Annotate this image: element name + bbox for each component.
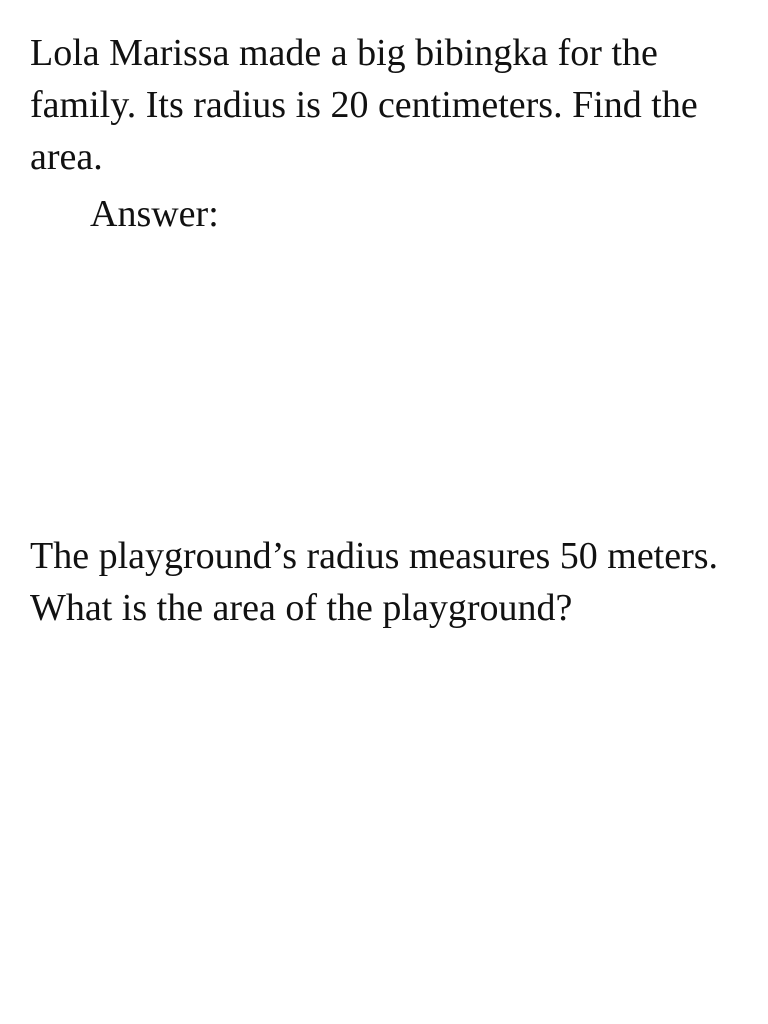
problem-2-text: The playground’s radius measures 50 meters. What is the area of the playground?	[30, 535, 719, 629]
problem-1-answer-label: Answer:	[90, 193, 219, 235]
problem-1-text: Lola Marissa made a big bibingka for the family. Its radius is 20 centimeters. Find the area.	[30, 32, 698, 178]
